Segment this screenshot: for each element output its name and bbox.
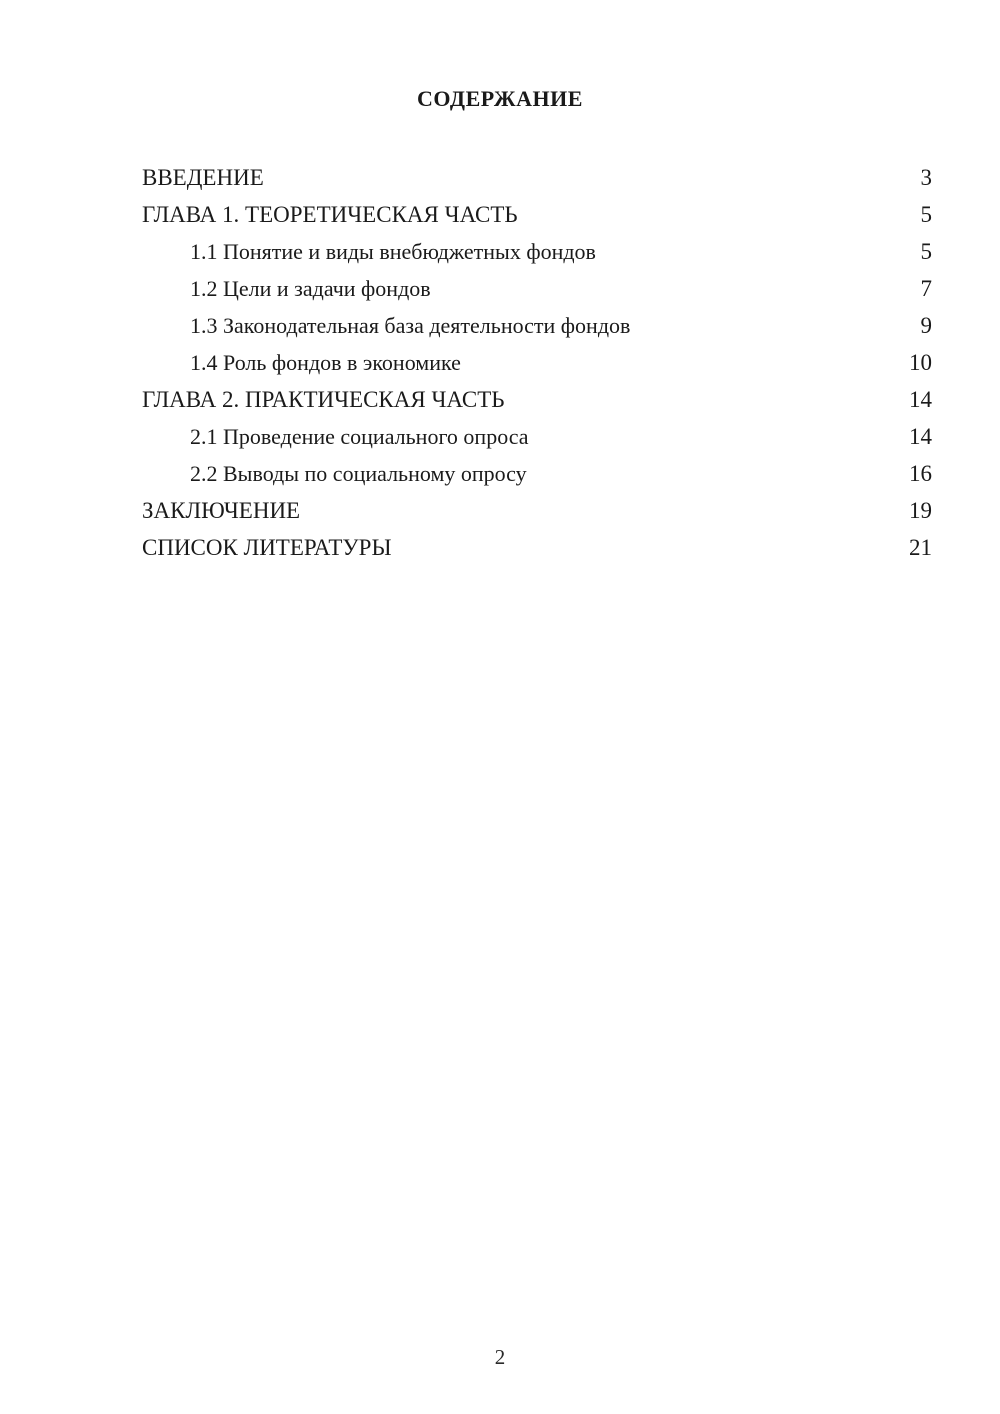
toc-entry-page-number: 5 (920, 239, 932, 264)
toc-entry[interactable] (142, 382, 932, 418)
toc-entry-page-number: 7 (920, 276, 932, 301)
toc-entry-page-number: 14 (909, 424, 932, 449)
toc-entry-label: 1.4 Роль фондов в экономике (190, 350, 461, 375)
toc-entry[interactable] (142, 234, 932, 270)
toc-entry-page-number: 16 (909, 461, 932, 486)
table-of-contents (142, 160, 932, 566)
toc-entry-label: ЗАКЛЮЧЕНИЕ (142, 498, 301, 523)
toc-entry[interactable] (142, 345, 932, 381)
toc-entry-page-number: 9 (920, 313, 932, 338)
toc-entry-page-number: 5 (920, 202, 932, 227)
toc-entry[interactable] (142, 530, 932, 566)
toc-entry-label: 1.3 Законодательная база деятельности фондов (190, 313, 631, 338)
toc-entry-page-number: 3 (920, 165, 932, 190)
toc-entry-label: ГЛАВА 1. ТЕОРЕТИЧЕСКАЯ ЧАСТЬ (142, 202, 518, 227)
toc-entry-label: 1.2 Цели и задачи фондов (190, 276, 431, 301)
toc-entry-label: ГЛАВА 2. ПРАКТИЧЕСКАЯ ЧАСТЬ (142, 387, 505, 412)
toc-entry-label: 1.1 Понятие и виды внебюджетных фондов (190, 239, 596, 264)
page-title: СОДЕРЖАНИЕ (417, 86, 583, 111)
toc-entry-page-number: 19 (909, 498, 932, 523)
footer-page-number: 2 (494, 1345, 506, 1369)
toc-entry-page-number: 10 (909, 350, 932, 375)
toc-entry[interactable] (142, 456, 932, 492)
toc-entry-label: 2.1 Проведение социального опроса (190, 424, 529, 449)
toc-entry[interactable] (142, 419, 932, 455)
toc-entry-page-number: 21 (909, 535, 932, 560)
toc-entry-label: СПИСОК ЛИТЕРАТУРЫ (142, 535, 392, 560)
toc-entry[interactable] (142, 493, 932, 529)
toc-entry-label: ВВЕДЕНИЕ (142, 165, 264, 190)
toc-entry[interactable] (142, 308, 932, 344)
toc-entry-page-number: 14 (909, 387, 932, 412)
toc-entry[interactable] (142, 197, 932, 233)
toc-entry[interactable] (142, 160, 932, 196)
toc-entry-label: 2.2 Выводы по социальному опросу (190, 461, 527, 486)
toc-entry[interactable] (142, 271, 932, 307)
